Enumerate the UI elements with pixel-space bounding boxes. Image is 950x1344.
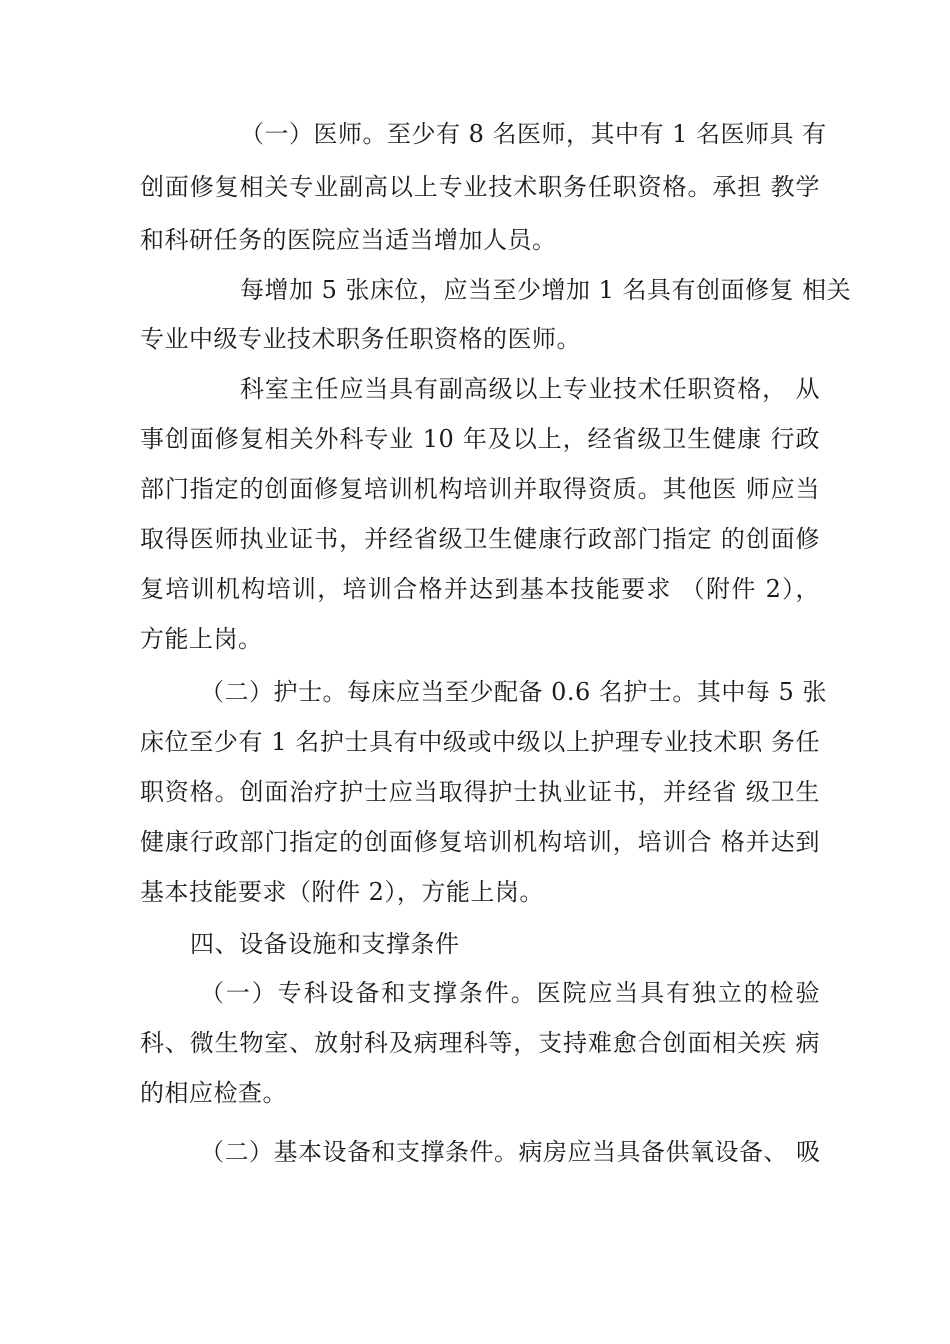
paragraph-director-line-4: 取得医师执业证书，并经省级卫生健康行政部门指定 的创面修: [140, 525, 820, 553]
paragraph-doctors-line-3: 和科研任务的医院应当适当增加人员。: [140, 226, 557, 254]
paragraph-director-line-5: 复培训机构培训，培训合格并达到基本技能要求 （附件 2），: [140, 575, 820, 603]
paragraph-specialty-equipment-line-3: 的相应检查。: [140, 1079, 287, 1107]
paragraph-beds-line-1: 每增加 5 张床位，应当至少增加 1 名具有创面修复 相关: [240, 276, 852, 304]
paragraph-director-line-3: 部门指定的创面修复培训机构培训并取得资质。其他医 师应当: [140, 475, 820, 503]
section-heading-equipment: 四、设备设施和支撑条件: [190, 930, 460, 958]
paragraph-doctors-line-1: （一）医师。至少有 8 名医师，其中有 1 名医师具 有: [240, 120, 827, 148]
paragraph-nurses-line-3: 职资格。创面治疗护士应当取得护士执业证书，并经省 级卫生: [140, 778, 820, 806]
paragraph-director-line-1: 科室主任应当具有副高级以上专业技术任职资格， 从: [240, 375, 820, 403]
paragraph-nurses-line-2: 床位至少有 1 名护士具有中级或中级以上护理专业技术职 务任: [140, 728, 820, 756]
paragraph-specialty-equipment-line-2: 科、微生物室、放射科及病理科等，支持难愈合创面相关疾 病: [140, 1029, 820, 1057]
paragraph-beds-line-2: 专业中级专业技术职务任职资格的医师。: [140, 325, 581, 353]
paragraph-nurses-line-1: （二）护士。每床应当至少配备 0.6 名护士。其中每 5 张: [200, 678, 827, 706]
paragraph-nurses-line-4: 健康行政部门指定的创面修复培训机构培训，培训合 格并达到: [140, 828, 820, 856]
paragraph-basic-equipment-line-1: （二）基本设备和支撑条件。病房应当具备供氧设备、 吸: [200, 1138, 821, 1166]
paragraph-specialty-equipment-line-1: （一）专科设备和支撑条件。医院应当具有独立的检验: [200, 979, 820, 1007]
paragraph-nurses-line-5: 基本技能要求（附件 2），方能上岗。: [140, 878, 544, 906]
paragraph-doctors-line-2: 创面修复相关专业副高以上专业技术职务任职资格。承担 教学: [140, 173, 820, 201]
paragraph-director-line-6: 方能上岗。: [140, 625, 263, 653]
paragraph-director-line-2: 事创面修复相关外科专业 10 年及以上，经省级卫生健康 行政: [140, 425, 820, 453]
